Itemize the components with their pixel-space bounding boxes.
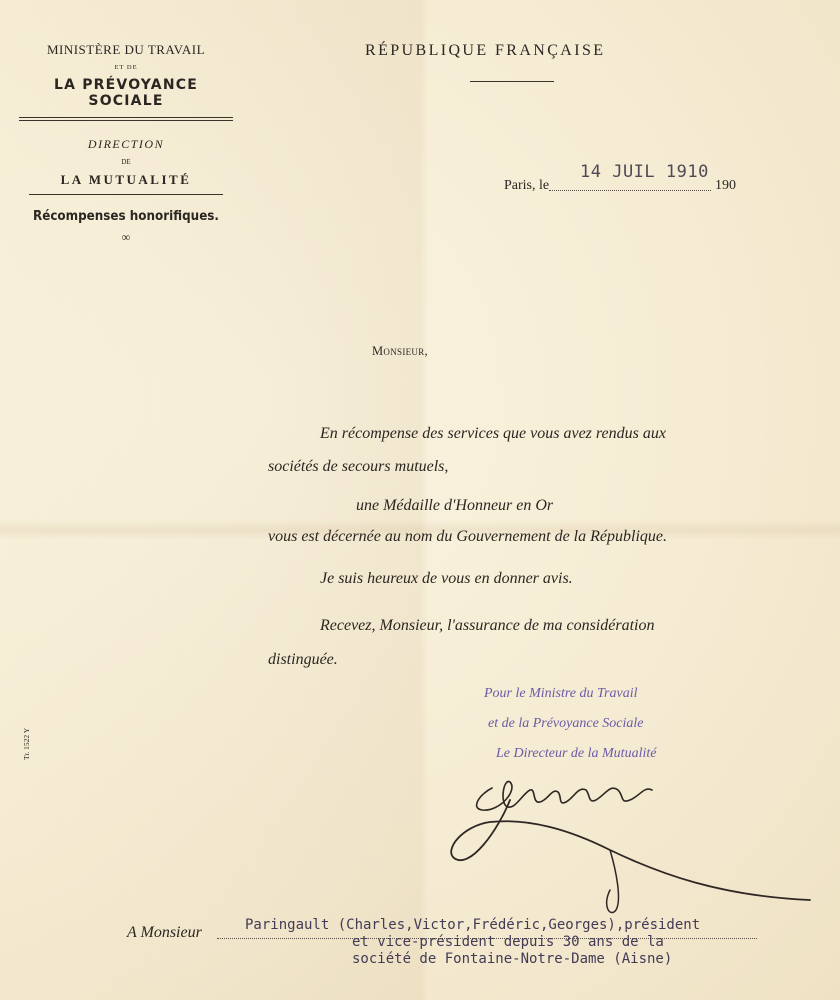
recipient-line-1: Paringault (Charles,Victor,Frédéric,Georges),président: [245, 917, 701, 933]
direction-label: DIRECTION: [87, 137, 165, 151]
stamp-line-1: Pour le Ministre du Travail: [484, 686, 638, 701]
form-reference-code: Tr. 1522 Y: [22, 727, 31, 760]
recipient-line-2: et vice-président depuis 30 ans de la: [352, 934, 664, 950]
date-dotted-line: [549, 190, 711, 191]
direction-name: LA MUTUALITÉ: [60, 172, 192, 187]
republique-rule: [470, 81, 554, 82]
ministry-conjunction: ET DE: [114, 64, 138, 71]
stamp-line-3: Le Directeur de la Mutualité: [496, 746, 657, 761]
date-place-label: Paris, le: [504, 178, 550, 193]
body-line-6: Recevez, Monsieur, l'assurance de ma considération: [320, 617, 655, 634]
body-line-5: Je suis heureux de vous en donner avis.: [320, 570, 573, 587]
letterhead-left: [15, 42, 237, 245]
direction-de: DE: [121, 158, 131, 166]
recipient-line-3: société de Fontaine-Notre-Dame (Aisne): [352, 951, 673, 967]
handwritten-signature: [440, 760, 820, 920]
department-subtitle: Récompenses honorifiques.: [33, 209, 219, 224]
republique-heading: RÉPUBLIQUE FRANÇAISE: [365, 42, 606, 59]
ornament-icon: ∞: [121, 230, 131, 244]
thin-rule: [29, 194, 223, 195]
ministry-name: MINISTÈRE DU TRAVAIL: [46, 42, 206, 57]
double-rule: [19, 117, 233, 121]
year-suffix: 190: [715, 178, 736, 193]
body-line-3: une Médaille d'Honneur en Or: [356, 497, 554, 514]
date-stamp: 14 JUIL 1910: [580, 162, 709, 182]
body-line-1: En récompense des services que vous avez rendus aux: [320, 425, 666, 442]
ministry-name-2: LA PRÉVOYANCE SOCIALE: [53, 77, 198, 109]
salutation: Monsieur,: [372, 344, 428, 358]
body-line-2: sociétés de secours mutuels,: [268, 458, 449, 475]
recipient-label: A Monsieur: [127, 924, 202, 941]
body-line-7: distinguée.: [268, 651, 338, 668]
body-line-4: vous est décernée au nom du Gouvernement de la République.: [268, 528, 667, 545]
stamp-line-2: et de la Prévoyance Sociale: [488, 716, 644, 731]
